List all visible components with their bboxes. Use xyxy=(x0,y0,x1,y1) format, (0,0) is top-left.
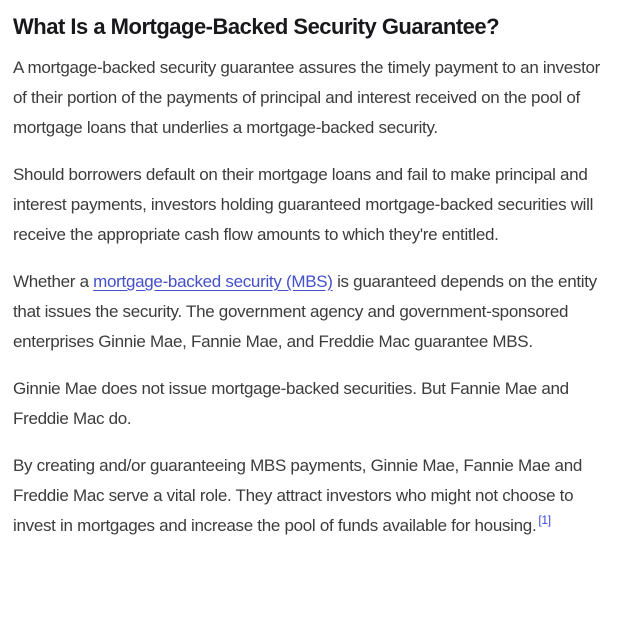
paragraph-3-after-link: is guaranteed depends on the entity that issues the security. The government agency and government-sponsored enterprises Ginnie Mae, Fannie Mae, and Freddie Mac guarantee MBS. xyxy=(13,272,597,351)
paragraph-1: A mortgage-backed security guarantee assures the timely payment to an investor of their portion of the payments of principal and interest received on the pool of mortgage loans that underlies a mortgage-backed security. xyxy=(13,58,601,137)
mbs-definition-link[interactable]: mortgage-backed security (MBS) xyxy=(93,272,333,291)
footnote-superscript xyxy=(538,513,550,527)
paragraph-2: Should borrowers default on their mortgage loans and fail to make principal and interest payments, investors holding guaranteed mortgage-backed securities will receive the appropriate cash flow amounts to which they're entitled. xyxy=(13,165,594,244)
footnote-1-link[interactable]: [1] xyxy=(538,513,551,528)
paragraph-3 xyxy=(13,267,608,357)
paragraph-4: Ginnie Mae does not issue mortgage-backed securities. But Fannie Mae and Freddie Mac do. xyxy=(13,379,569,428)
article-heading: What Is a Mortgage-Backed Security Guarantee? xyxy=(13,14,500,39)
paragraph-3-before-link: Whether a xyxy=(13,272,94,291)
paragraph-5-text: By creating and/or guaranteeing MBS payments, Ginnie Mae, Fannie Mae and Freddie Mac serve a vital role. They attract investors who might not choose to invest in mortgages and increase the pool of funds available for housing. xyxy=(13,456,583,535)
paragraph-5 xyxy=(13,451,608,541)
article-body xyxy=(13,12,608,541)
